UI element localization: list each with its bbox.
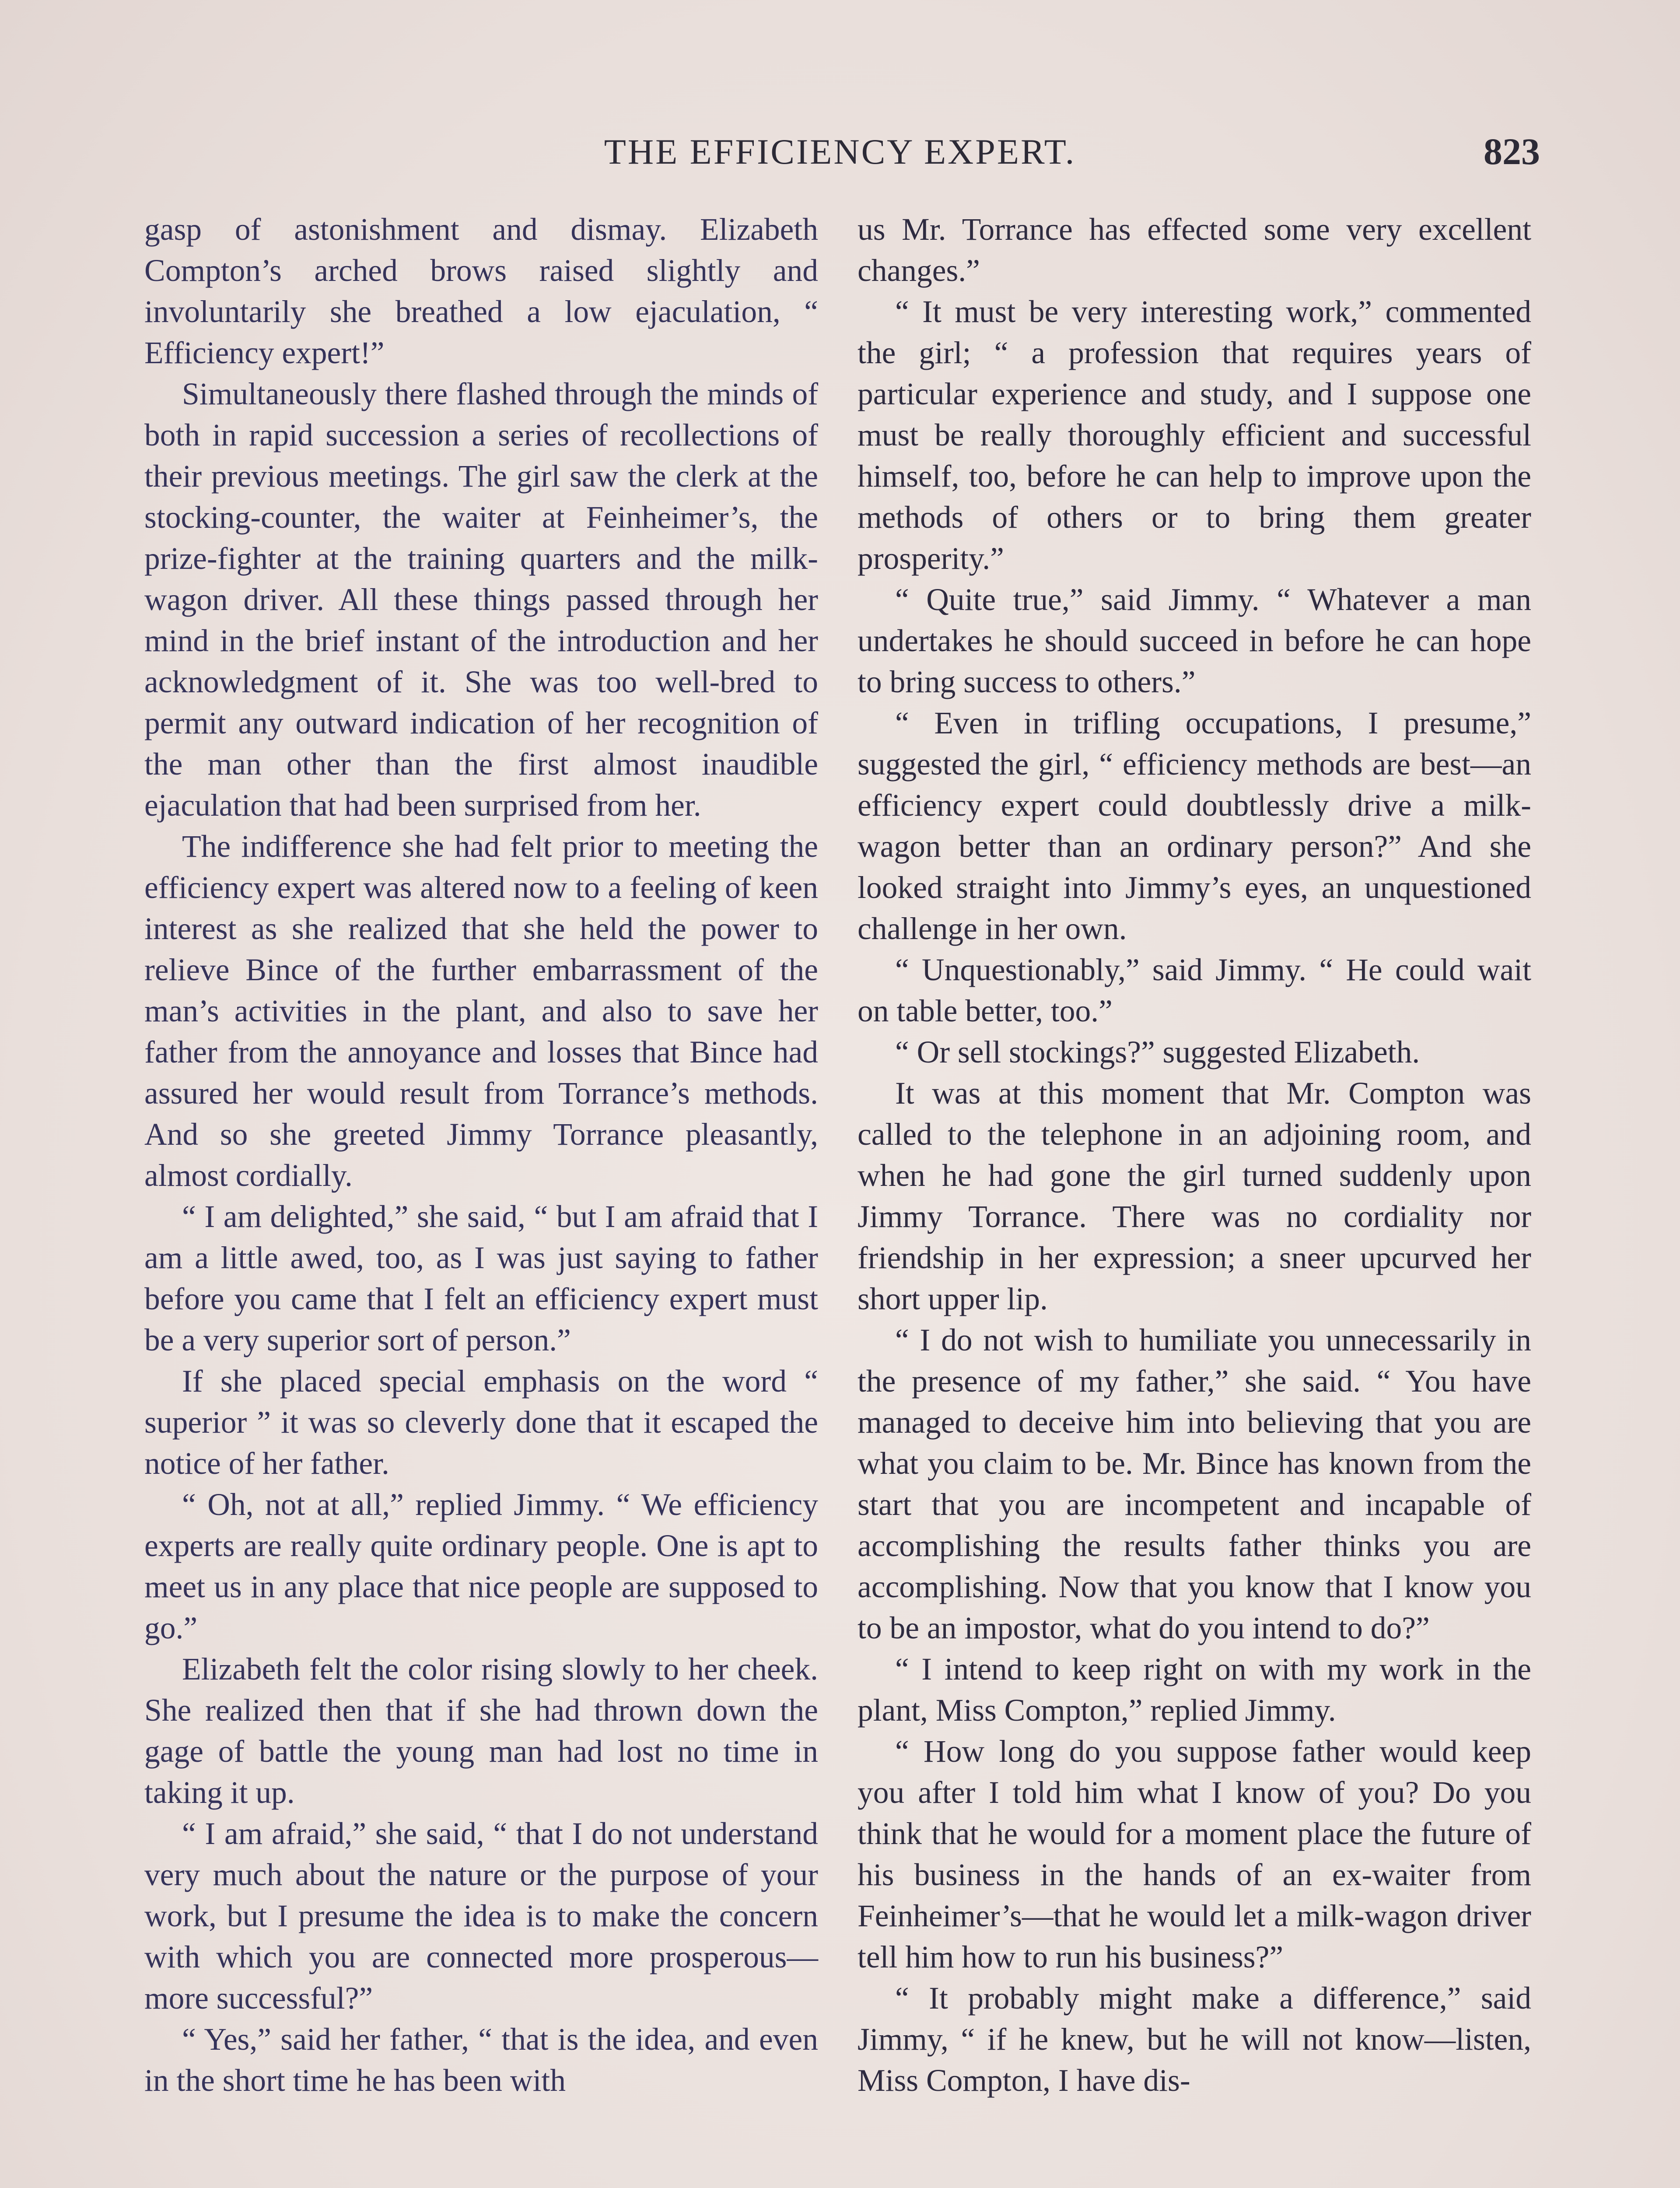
paragraph: “ Or sell stockings?” suggested Elizabeth. bbox=[895, 1035, 1420, 1069]
left-column bbox=[144, 209, 818, 2101]
paragraph: “ It probably might make a difference,” said Jimmy, “ if he knew, but he will not know—listen, Miss Compton, I have dis- bbox=[858, 1981, 1531, 2098]
paragraph: “ Even in trifling occupations, I presume,” suggested the girl, “ efficiency methods are best—an efficiency expert could doubtlessly drive a milk-wagon better than an ordinary person?” And she looked straight into Jimmy’s eyes, an unquestioned challenge in her own. bbox=[858, 706, 1531, 946]
paragraph: us Mr. Torrance has effected some very excellent changes.” bbox=[858, 212, 1531, 288]
paragraph: It was at this moment that Mr. Compton was called to the telephone in an adjoining room, and when he had gone the girl turned suddenly upon Jimmy Torrance. There was no cordiality nor friendship in her expression; a sneer upcurved her short upper lip. bbox=[858, 1076, 1531, 1316]
page-number: 823 bbox=[1484, 130, 1540, 172]
paragraph: “ I intend to keep right on with my work in the plant, Miss Compton,” replied Jimmy. bbox=[858, 1652, 1531, 1728]
paragraph: Elizabeth felt the color rising slowly to her cheek. She realized then that if she had thrown down the gage of battle the young man had lost no time in taking it up. bbox=[144, 1652, 818, 1810]
paragraph: gasp of astonishment and dismay. Elizabeth Compton’s arched brows raised slightly and involuntarily she breathed a low ejaculation, “ Efficiency expert!” bbox=[144, 212, 818, 370]
paragraph: “ How long do you suppose father would keep you after I told him what I know of you? Do you think that he would for a moment place the future of his business in the hands of an ex-waiter from Feinheimer’s—that he would let a milk-wagon driver tell him how to run his business?” bbox=[858, 1734, 1531, 1974]
paragraph: “ I am delighted,” she said, “ but I am afraid that I am a little awed, too, as I was just saying to father before you came that I felt an efficiency expert must be a very superior sort of person.” bbox=[144, 1199, 818, 1357]
paragraph: “ It must be very interesting work,” commented the girl; “ a profession that requires years of particular experience and study, and I suppose one must be really thoroughly efficient and successful himself, too, before he can help to improve upon the methods of others or to bring them greater prosperity.” bbox=[858, 295, 1531, 576]
paragraph: “ Quite true,” said Jimmy. “ Whatever a man undertakes he should succeed in before he can hope to bring success to others.” bbox=[858, 582, 1531, 699]
paragraph: “ Oh, not at all,” replied Jimmy. “ We efficiency experts are really quite ordinary people. One is apt to meet us in any place that nice people are supposed to go.” bbox=[144, 1487, 818, 1645]
paragraph: The indifference she had felt prior to meeting the efficiency expert was altered now to a feeling of keen interest as she realized that she held the power to relieve Bince of the further embarrassment of the man’s activities in the plant, and also to save her father from the annoyance and losses that Bince had assured her would result from Torrance’s methods. And so she greeted Jimmy Torrance pleasantly, almost cordially. bbox=[144, 829, 818, 1193]
paragraph: Simultaneously there flashed through the minds of both in rapid succession a series of recollections of their previous meetings. The girl saw the clerk at the stocking-counter, the waiter at Feinheimer’s, the prize-fighter at the training quarters and the milk-wagon driver. All these things passed through her mind in the brief instant of the introduction and her acknowledgment of it. She was too well-bred to permit any outward indication of her recognition of the man other than the first almost inaudible ejaculation that had been surprised from her. bbox=[144, 377, 818, 823]
paragraph: If she placed special emphasis on the word “ superior ” it was so cleverly done that it escaped the notice of her father. bbox=[144, 1364, 818, 1481]
right-column bbox=[858, 209, 1531, 2101]
paragraph: “ I do not wish to humiliate you unnecessarily in the presence of my father,” she said. “ You have managed to deceive him into believing that you are what you claim to be. Mr. Bince has known from the start that you are incompetent and incapable of accomplishing the results father thinks you are accomplishing. Now that you know that I know you to be an impostor, what do you intend to do?” bbox=[858, 1323, 1531, 1645]
paragraph: “ I am afraid,” she said, “ that I do not understand very much about the nature or the purpose of your work, but I presume the idea is to make the concern with which you are connected more prosperous—more successful?” bbox=[144, 1816, 818, 2016]
paragraph: “ Yes,” said her father, “ that is the idea, and even in the short time he has been with bbox=[144, 2022, 818, 2098]
paragraph: “ Unquestionably,” said Jimmy. “ He could wait on table better, too.” bbox=[858, 953, 1531, 1028]
running-title: THE EFFICIENCY EXPERT. bbox=[604, 132, 1076, 172]
page-header bbox=[140, 131, 1540, 179]
